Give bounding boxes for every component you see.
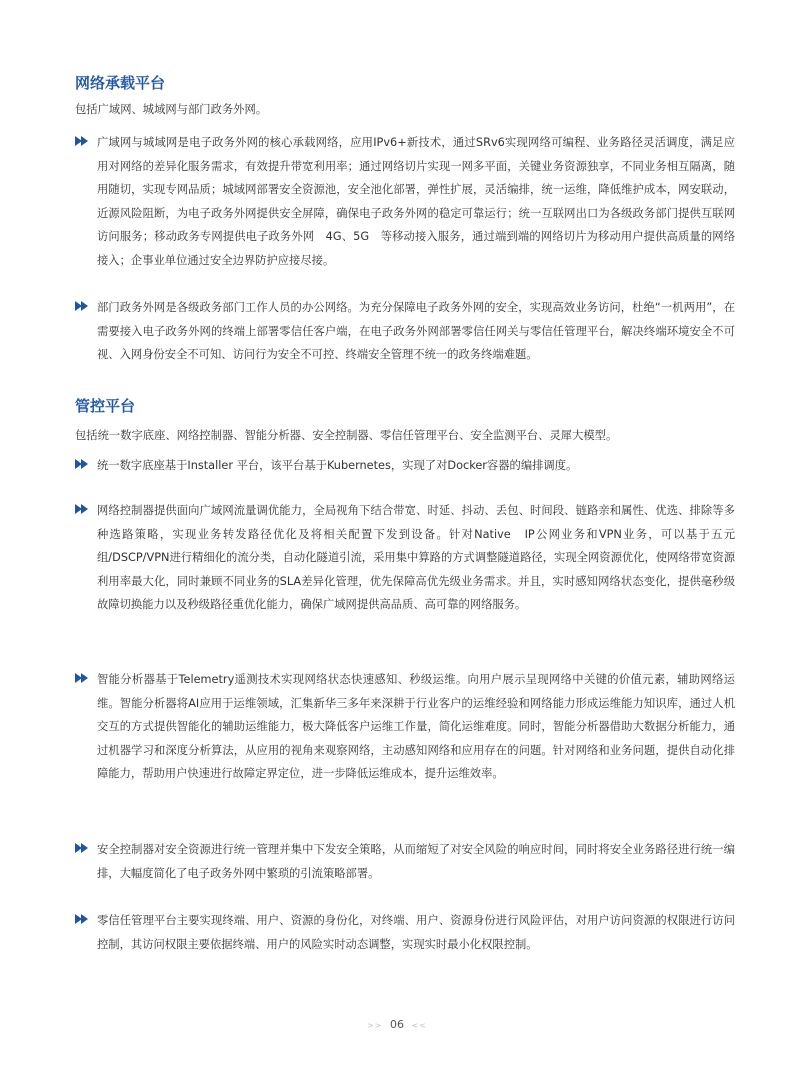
bullet-item bbox=[75, 838, 735, 885]
bullet-text: 网络控制器提供面向广域网流量调优能力，全局视角下结合带宽、时延、抖动、丢包、时间段、链路亲和属性、优选、排除等多种选路策略，实现业务转发路径优化及将相关配置下发到设备。针对Native IP公网业务和VPN业务，可以基于五元组/DSCP/VPN进行精细化的流分类，自动化隧道引流，采用集中算路的方式调整隧道路径，实现全网资源优化，使网络带宽资源利用率最大化，同时兼顾不同业务的SLA差异化管理，优先保障高优先级业务需求。并且，实时感知网络状态变化，提供毫秒级故障切换能力以及秒级路径重优化能力，确保广域网提供高品质、高可靠的网络服务。 bbox=[97, 504, 735, 612]
bullet-text: 统一数字底座基于Installer 平台，该平台基于Kubernetes，实现了对Docker容器的编排调度。 bbox=[97, 459, 578, 472]
section-intro-control-platform: 包括统一数字底座、网络控制器、智能分析器、安全控制器、零信任管理平台、安全监测平台、灵犀大模型。 bbox=[75, 429, 618, 442]
bullet-text: 部门政务外网是各级政务部门工作人员的办公网络。为充分保障电子政务外网的安全，实现高效业务访问，杜绝“一机两用”，在需要接入电子政务外网的终端上部署零信任客户端，在电子政务外网部署零信任网关与零信任管理平台，解决终端环境安全不可视、入网身份安全不可知、访问行为安全不可控、终端安全管理不统一的政务终端难题。 bbox=[97, 301, 735, 362]
bullet-item bbox=[75, 454, 735, 478]
page-footer bbox=[0, 1018, 794, 1033]
double-triangle-arrow-icon bbox=[75, 135, 91, 147]
bullet-text: 智能分析器基于Telemetry遥测技术实现网络状态快速感知、秒级运维。向用户展示呈现网络中关键的价值元素，辅助网络运维。智能分析器将AI应用于运维领域，汇集新华三多年来深耕于行业客户的运维经验和网络能力形成运维能力知识库，通过人机交互的方式提供智能化的辅助运维能力，极大降低客户运维工作量，简化运维难度。同时，智能分析器借助大数据分析能力，通过机器学习和深度分析算法，从应用的视角来观察网络，主动感知网络和应用存在的问题。针对网络和业务问题，提供自动化排障能力，帮助用户快速进行故障定界定位，进一步降低运维成本，提升运维效率。 bbox=[97, 673, 735, 781]
page-number: 06 bbox=[390, 1018, 404, 1031]
bullet-item bbox=[75, 296, 735, 367]
bullet-text: 安全控制器对安全资源进行统一管理并集中下发安全策略，从而缩短了对安全风险的响应时间，同时将安全业务路径进行统一编排，大幅度简化了电子政务外网中繁琐的引流策略部署。 bbox=[97, 843, 735, 880]
section-title-network-platform: 网络承载平台 bbox=[75, 74, 166, 92]
bullet-item bbox=[75, 131, 735, 273]
section-intro-network-platform: 包括广域网、城域网与部门政务外网。 bbox=[75, 103, 268, 116]
double-triangle-arrow-icon bbox=[75, 913, 91, 925]
double-triangle-arrow-icon bbox=[75, 503, 91, 515]
double-triangle-arrow-icon bbox=[75, 300, 91, 312]
bullet-item bbox=[75, 499, 735, 617]
footer-right-deco: << bbox=[411, 1021, 427, 1030]
section-title-control-platform: 管控平台 bbox=[75, 397, 136, 415]
bullet-item bbox=[75, 668, 735, 786]
bullet-item bbox=[75, 909, 735, 956]
double-triangle-arrow-icon bbox=[75, 458, 91, 470]
double-triangle-arrow-icon bbox=[75, 842, 91, 854]
double-triangle-arrow-icon bbox=[75, 672, 91, 684]
bullet-text: 广域网与城域网是电子政务外网的核心承载网络，应用IPv6+新技术，通过SRv6实现网络可编程、业务路径灵活调度，满足应用对网络的差异化服务需求，有效提升带宽利用率；通过网络切片实现一网多平面，关键业务资源独享，不同业务相互隔离，随用随切，实现专网品质；城域网部署安全资源池，安全池化部署，弹性扩展，灵活编排，统一运维，降低维护成本，网安联动，近源风险阻断，为电子政务外网提供安全屏障，确保电子政务外网的稳定可靠运行；统一互联网出口为各级政务部门提供互联网访问服务；移动政务专网提供电子政务外网 4G、5G 等移动接入服务，通过端到端的网络切片为移动用户提供高质量的网络接入；企事业单位通过安全边界防护应接尽接。 bbox=[97, 136, 735, 267]
footer-left-deco: >> bbox=[367, 1021, 383, 1030]
bullet-text: 零信任管理平台主要实现终端、用户、资源的身份化，对终端、用户、资源身份进行风险评估，对用户访问资源的权限进行访问控制，其访问权限主要依据终端、用户的风险实时动态调整，实现实时最小化权限控制。 bbox=[97, 914, 735, 951]
